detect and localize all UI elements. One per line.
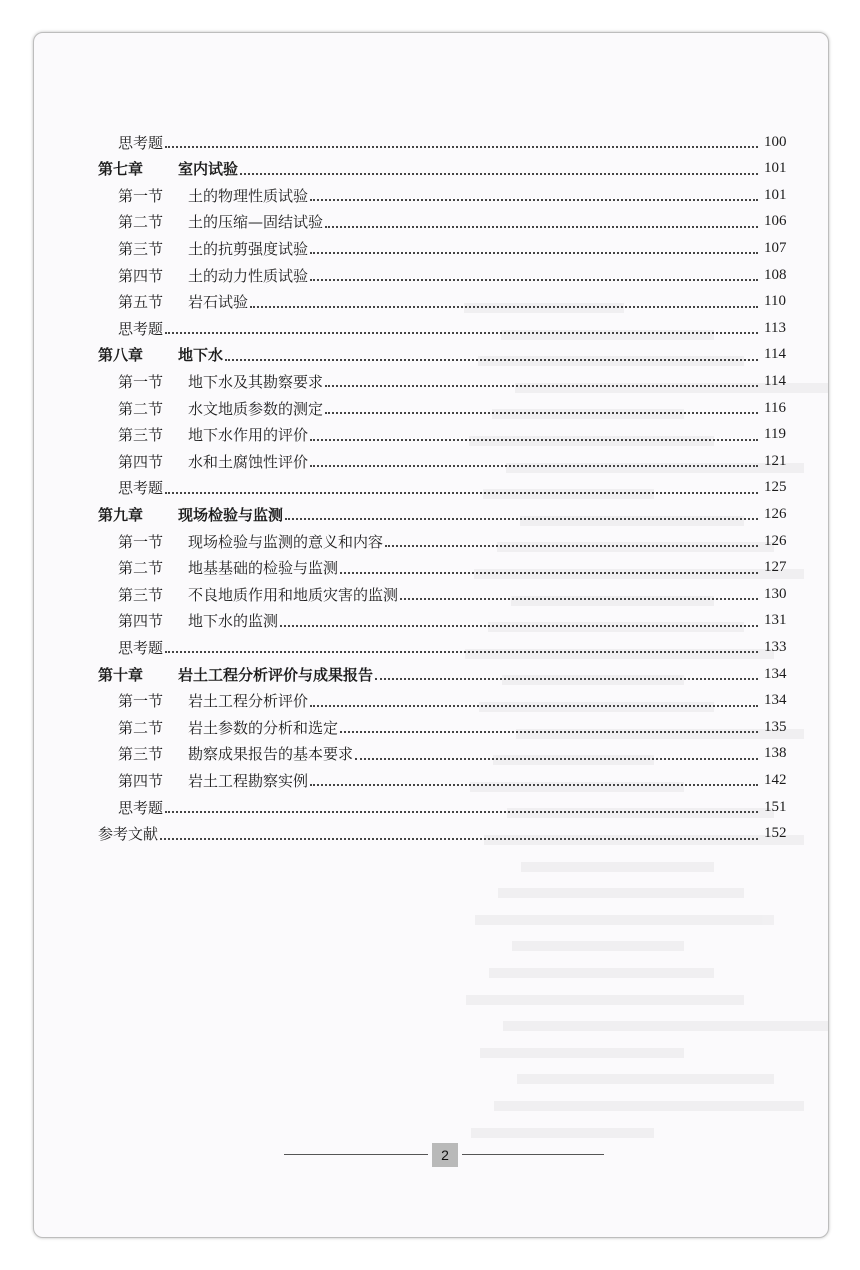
- toc-section-number: 第四节: [118, 771, 164, 790]
- toc-questions-row: [34, 315, 828, 341]
- toc-chapter-row: [34, 661, 828, 687]
- toc-page-number: 151: [764, 798, 787, 815]
- toc-section-number: 第一节: [118, 186, 164, 205]
- toc-section-number: 第二节: [118, 559, 164, 578]
- toc-section-row: [34, 209, 828, 235]
- ghost-line: [475, 915, 774, 925]
- toc-entry-title: 水和土腐蚀性评价: [188, 452, 309, 471]
- toc-section-number: 第二节: [118, 399, 164, 418]
- toc-entry-title: 勘察成果报告的基本要求: [188, 745, 354, 764]
- toc-questions-row: [34, 129, 828, 155]
- toc-entry-title: 地下水的监测: [188, 612, 279, 631]
- toc-chapter-row: [34, 156, 828, 182]
- toc-section-row: [34, 767, 828, 793]
- toc-section-row: [34, 581, 828, 607]
- dot-leader: [310, 465, 758, 467]
- dot-leader: [385, 545, 758, 547]
- toc-page-number: 125: [764, 479, 787, 496]
- dot-leader: [280, 625, 758, 627]
- dot-leader: [165, 492, 758, 494]
- toc-references-row: [34, 821, 828, 847]
- dot-leader: [165, 332, 758, 334]
- toc-section-number: 第八章: [98, 346, 144, 365]
- toc-entry-title: 现场检验与监测: [178, 505, 284, 524]
- toc-questions-row: [34, 634, 828, 660]
- dot-leader: [225, 359, 758, 361]
- dot-leader: [310, 279, 758, 281]
- dot-leader: [340, 731, 758, 733]
- toc-section-row: [34, 422, 828, 448]
- toc-entry-title: 现场检验与监测的意义和内容: [188, 532, 384, 551]
- toc-entry-title: 不良地质作用和地质灾害的监测: [188, 585, 399, 604]
- dot-leader: [310, 705, 758, 707]
- dot-leader: [310, 784, 758, 786]
- page-number: 2: [441, 1147, 449, 1163]
- toc-section-row: [34, 528, 828, 554]
- toc-section-number: 第三节: [118, 585, 164, 604]
- toc-page-number: 116: [764, 399, 786, 416]
- dot-leader: [400, 598, 758, 600]
- ghost-line: [498, 888, 744, 898]
- ghost-line: [480, 1048, 684, 1058]
- toc-page-number: 135: [764, 718, 787, 735]
- toc-section-number: 第二节: [118, 213, 164, 232]
- page-footer: [284, 1143, 604, 1167]
- dot-leader: [285, 518, 758, 520]
- dot-leader: [355, 758, 758, 760]
- ghost-line: [512, 941, 684, 951]
- dot-leader: [325, 412, 758, 414]
- toc-entry-title: 土的动力性质试验: [188, 266, 309, 285]
- dot-leader: [240, 173, 758, 175]
- ghost-line: [521, 862, 714, 872]
- toc-entry-title: 思考题: [118, 638, 164, 657]
- toc-entry-title: 室内试验: [178, 160, 239, 179]
- dot-leader: [160, 838, 758, 840]
- dot-leader: [165, 146, 758, 148]
- toc-section-number: 第十章: [98, 665, 144, 684]
- toc-entry-title: 土的物理性质试验: [188, 186, 309, 205]
- toc-page-number: 134: [764, 692, 787, 709]
- ghost-line: [517, 1074, 774, 1084]
- toc-section-row: [34, 741, 828, 767]
- toc-section-row: [34, 714, 828, 740]
- toc-chapter-row: [34, 342, 828, 368]
- toc-entry-title: 土的抗剪强度试验: [188, 239, 309, 258]
- toc-page-number: 126: [764, 505, 787, 522]
- dot-leader: [250, 306, 758, 308]
- toc-page-number: 134: [764, 665, 787, 682]
- toc-page-number: 142: [764, 771, 787, 788]
- dot-leader: [165, 651, 758, 653]
- toc-section-number: 第五节: [118, 293, 164, 312]
- toc-section-row: [34, 555, 828, 581]
- toc-page-number: 113: [764, 319, 786, 336]
- toc-entry-title: 岩土工程分析评价: [188, 692, 309, 711]
- toc-page-number: 121: [764, 452, 787, 469]
- toc-questions-row: [34, 794, 828, 820]
- dot-leader: [375, 678, 758, 680]
- dot-leader: [340, 572, 758, 574]
- toc-chapter-row: [34, 501, 828, 527]
- toc-section-number: 第九章: [98, 505, 144, 524]
- toc-page-number: 108: [764, 266, 787, 283]
- toc-page-number: 126: [764, 532, 787, 549]
- page-number-box: [432, 1143, 458, 1167]
- toc-entry-title: 思考题: [118, 798, 164, 817]
- toc-entry-title: 土的压缩—固结试验: [188, 213, 324, 232]
- toc-entry-title: 水文地质参数的测定: [188, 399, 324, 418]
- toc-entry-title: 思考题: [118, 133, 164, 152]
- toc-page-number: 106: [764, 213, 787, 230]
- toc-page-number: 133: [764, 638, 787, 655]
- toc-section-number: 第七章: [98, 160, 144, 179]
- toc-entry-title: 岩土参数的分析和选定: [188, 718, 339, 737]
- dot-leader: [165, 811, 758, 813]
- toc-page-number: 110: [764, 293, 786, 310]
- toc-entry-title: 地下水: [178, 346, 224, 365]
- ghost-line: [471, 1128, 654, 1138]
- toc-entry-title: 思考题: [118, 479, 164, 498]
- footer-rule-right: [462, 1154, 604, 1155]
- toc-section-row: [34, 448, 828, 474]
- toc-entry-title: 岩石试验: [188, 293, 249, 312]
- toc-section-number: 第四节: [118, 612, 164, 631]
- toc-section-number: 第三节: [118, 745, 164, 764]
- toc-page-number: 101: [764, 160, 787, 177]
- toc-section-number: 第三节: [118, 239, 164, 258]
- ghost-line: [489, 968, 714, 978]
- toc-entry-title: 岩土工程勘察实例: [188, 771, 309, 790]
- toc-section-row: [34, 395, 828, 421]
- toc-entry-title: 岩土工程分析评价与成果报告: [178, 665, 374, 684]
- toc-entry-title: 地下水及其勘察要求: [188, 372, 324, 391]
- dot-leader: [325, 226, 758, 228]
- dot-leader: [310, 439, 758, 441]
- ghost-line: [466, 995, 744, 1005]
- footer-rule-left: [284, 1154, 428, 1155]
- toc-page-number: 138: [764, 745, 787, 762]
- toc-entry-title: 地基基础的检验与监测: [188, 559, 339, 578]
- toc-page-number: 119: [764, 426, 786, 443]
- toc-entry-title: 思考题: [118, 319, 164, 338]
- toc-section-row: [34, 289, 828, 315]
- toc-section-number: 第一节: [118, 372, 164, 391]
- toc-page-number: 130: [764, 585, 787, 602]
- toc-section-number: 第三节: [118, 426, 164, 445]
- toc-page-number: 152: [764, 825, 787, 842]
- toc-section-number: 第一节: [118, 692, 164, 711]
- toc-page-number: 101: [764, 186, 787, 203]
- toc-section-row: [34, 688, 828, 714]
- toc-page-number: 107: [764, 239, 787, 256]
- toc-page-number: 127: [764, 559, 787, 576]
- ghost-line: [494, 1101, 804, 1111]
- toc-page-number: 114: [764, 346, 786, 363]
- toc-page-number: 131: [764, 612, 787, 629]
- toc-section-row: [34, 182, 828, 208]
- book-page: [33, 32, 829, 1238]
- toc-section-number: 第四节: [118, 452, 164, 471]
- ghost-line: [503, 1021, 829, 1031]
- toc-section-number: 第四节: [118, 266, 164, 285]
- dot-leader: [310, 252, 758, 254]
- toc-entry-title: 地下水作用的评价: [188, 426, 309, 445]
- toc-section-row: [34, 262, 828, 288]
- dot-leader: [325, 385, 758, 387]
- toc-entry-title: 参考文献: [98, 825, 159, 844]
- toc-section-row: [34, 608, 828, 634]
- toc-page-number: 100: [764, 133, 787, 150]
- toc-page-number: 114: [764, 372, 786, 389]
- toc-section-row: [34, 368, 828, 394]
- toc-section-row: [34, 235, 828, 261]
- toc-section-number: 第二节: [118, 718, 164, 737]
- toc-questions-row: [34, 475, 828, 501]
- dot-leader: [310, 199, 758, 201]
- toc-section-number: 第一节: [118, 532, 164, 551]
